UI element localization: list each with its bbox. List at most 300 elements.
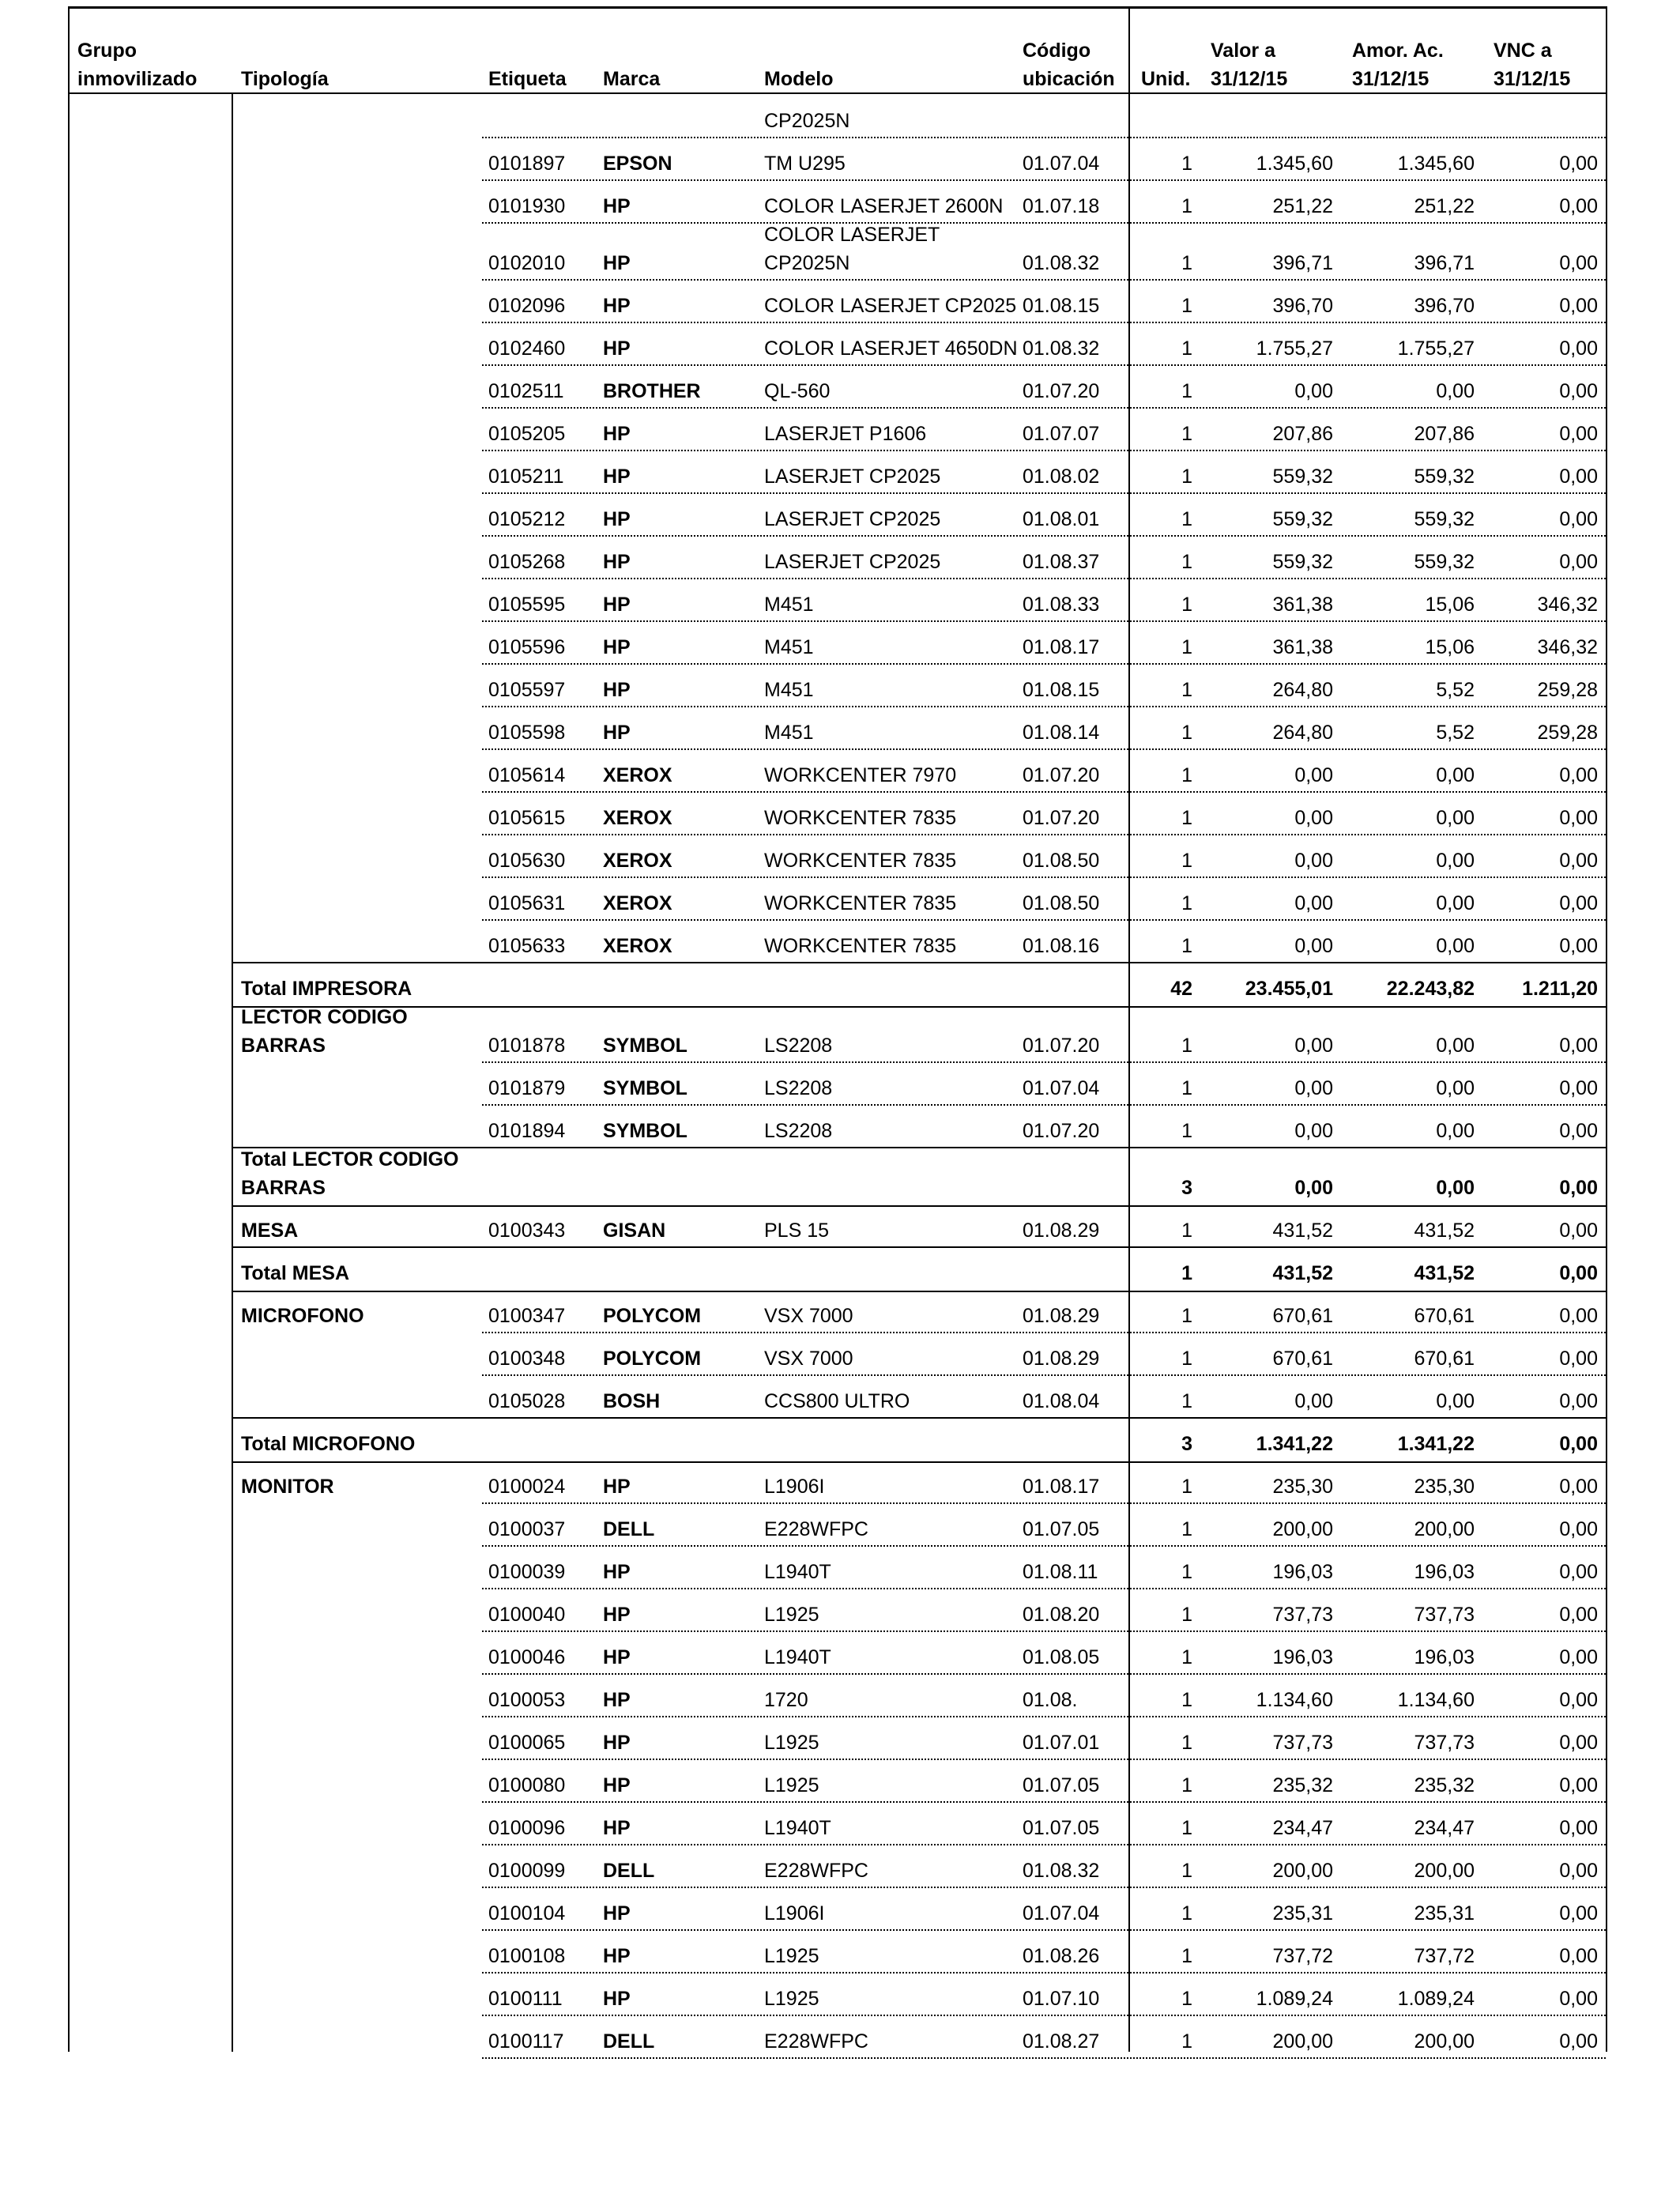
unid-cell: 1	[1181, 1077, 1192, 1099]
vnc-cell: 0,00	[1559, 1732, 1598, 1754]
etiqueta-cell: 0100348	[488, 1348, 566, 1370]
valor-cell: 200,00	[1272, 1860, 1333, 1882]
amor-cell: 559,32	[1414, 508, 1475, 530]
total-vnc: 0,00	[1559, 1262, 1598, 1284]
amor-cell: 235,32	[1414, 1774, 1475, 1796]
amor-cell: 396,71	[1414, 252, 1475, 274]
vnc-cell: 0,00	[1559, 466, 1598, 488]
valor-cell: 0,00	[1294, 1120, 1333, 1142]
codigo-cell: 01.08.17	[1023, 636, 1100, 658]
unid-cell: 1	[1181, 1518, 1192, 1540]
modelo-cell: M451	[764, 594, 814, 616]
header-codigo-line1: Código	[1023, 40, 1091, 62]
amor-cell: 0,00	[1436, 1120, 1475, 1142]
unid-cell: 1	[1181, 764, 1192, 786]
modelo-cell: COLOR LASERJET CP2025	[764, 295, 1017, 317]
etiqueta-cell: 0101878	[488, 1035, 566, 1057]
vnc-cell: 0,00	[1559, 1120, 1598, 1142]
tipologia-label: MICROFONO	[241, 1305, 364, 1327]
row-dotted-rule	[482, 137, 1606, 138]
amor-cell: 1.134,60	[1397, 1689, 1475, 1711]
marca-cell: BROTHER	[603, 380, 701, 402]
vnc-cell: 0,00	[1559, 1689, 1598, 1711]
vnc-cell: 0,00	[1559, 807, 1598, 829]
row-dotted-rule	[482, 1630, 1606, 1632]
codigo-cell: 01.08.02	[1023, 466, 1100, 488]
modelo-cell: VSX 7000	[764, 1348, 853, 1370]
etiqueta-cell: 0100099	[488, 1860, 566, 1882]
codigo-cell: 01.08.15	[1023, 295, 1100, 317]
row-dotted-rule	[482, 492, 1606, 494]
marca-cell: EPSON	[603, 153, 672, 175]
modelo-cell: L1940T	[764, 1561, 831, 1583]
tipologia-label: MESA	[241, 1220, 299, 1242]
marca-cell: HP	[603, 722, 631, 744]
amor-cell: 670,61	[1414, 1348, 1475, 1370]
frame-left	[68, 6, 70, 2052]
etiqueta-cell: 0105205	[488, 423, 566, 445]
vnc-cell: 0,00	[1559, 1988, 1598, 2010]
valor-cell: 0,00	[1294, 892, 1333, 914]
modelo-cell: E228WFPC	[764, 1518, 868, 1540]
codigo-cell: 01.07.04	[1023, 1077, 1100, 1099]
etiqueta-cell: 0100111	[488, 1988, 563, 2010]
modelo-cell: TM U295	[764, 153, 846, 175]
etiqueta-cell: 0105596	[488, 636, 566, 658]
vnc-cell: 0,00	[1559, 1561, 1598, 1583]
codigo-cell: 01.07.20	[1023, 1035, 1100, 1057]
unid-cell: 1	[1181, 1689, 1192, 1711]
vnc-cell: 0,00	[1559, 1305, 1598, 1327]
vnc-cell: 0,00	[1559, 1035, 1598, 1057]
header-codigo-line2: ubicación	[1023, 68, 1115, 90]
codigo-cell: 01.08.04	[1023, 1390, 1100, 1412]
marca-cell: HP	[603, 1689, 631, 1711]
etiqueta-cell: 0105028	[488, 1390, 566, 1412]
tipologia-label: BARRAS	[241, 1035, 326, 1057]
amor-cell: 196,03	[1414, 1561, 1475, 1583]
vnc-cell: 0,00	[1559, 1646, 1598, 1668]
modelo-cell: L1906I	[764, 1476, 825, 1498]
amor-cell: 1.755,27	[1397, 337, 1475, 360]
etiqueta-cell: 0100096	[488, 1817, 566, 1839]
total-bottom-rule	[233, 1006, 1606, 1008]
modelo-cell: LASERJET CP2025	[764, 551, 941, 573]
total-label: Total MICROFONO	[241, 1433, 416, 1455]
vnc-cell: 0,00	[1559, 551, 1598, 573]
frame-right	[1606, 6, 1607, 2052]
unid-cell: 1	[1181, 195, 1192, 217]
valor-cell: 431,52	[1272, 1220, 1333, 1242]
valor-cell: 0,00	[1294, 1035, 1333, 1057]
unid-cell: 1	[1181, 1988, 1192, 2010]
valor-cell: 200,00	[1272, 2030, 1333, 2053]
unid-cell: 1	[1181, 153, 1192, 175]
total-label: Total LECTOR CODIGO	[241, 1148, 459, 1171]
modelo-cell: M451	[764, 636, 814, 658]
row-dotted-rule	[482, 663, 1606, 665]
row-dotted-rule	[482, 1759, 1606, 1760]
marca-cell: DELL	[603, 2030, 655, 2053]
amor-cell: 207,86	[1414, 423, 1475, 445]
valor-cell: 1.345,60	[1256, 153, 1333, 175]
header-marca: Marca	[603, 68, 661, 90]
total-bottom-rule	[233, 1461, 1606, 1463]
etiqueta-cell: 0105631	[488, 892, 566, 914]
etiqueta-cell: 0100065	[488, 1732, 566, 1754]
amor-cell: 251,22	[1414, 195, 1475, 217]
vnc-cell: 0,00	[1559, 295, 1598, 317]
marca-cell: HP	[603, 1988, 631, 2010]
unid-cell: 1	[1181, 295, 1192, 317]
frame-unid	[1128, 6, 1130, 2052]
header-valor-line1: Valor a	[1211, 40, 1275, 62]
modelo-cell: PLS 15	[764, 1220, 830, 1242]
codigo-cell: 01.07.01	[1023, 1732, 1100, 1754]
unid-cell: 1	[1181, 850, 1192, 872]
etiqueta-cell: 0100117	[488, 2030, 564, 2053]
total-label: Total IMPRESORA	[241, 978, 412, 1000]
valor-cell: 670,61	[1272, 1305, 1333, 1327]
total-amor: 431,52	[1414, 1262, 1475, 1284]
valor-cell: 234,47	[1272, 1817, 1333, 1839]
unid-cell: 1	[1181, 1732, 1192, 1754]
unid-cell: 1	[1181, 1774, 1192, 1796]
modelo-cell: WORKCENTER 7970	[764, 764, 957, 786]
tipologia-label: MONITOR	[241, 1476, 334, 1498]
unid-cell: 1	[1181, 722, 1192, 744]
header-amor-line1: Amor. Ac.	[1352, 40, 1444, 62]
valor-cell: 1.089,24	[1256, 1988, 1333, 2010]
header-vnc-line1: VNC a	[1494, 40, 1552, 62]
vnc-cell: 0,00	[1559, 337, 1598, 360]
codigo-cell: 01.07.18	[1023, 195, 1100, 217]
codigo-cell: 01.08.33	[1023, 594, 1100, 616]
codigo-cell: 01.08.27	[1023, 2030, 1100, 2053]
marca-cell: XEROX	[603, 850, 672, 872]
amor-cell: 5,52	[1436, 679, 1475, 701]
modelo-cell: LS2208	[764, 1035, 833, 1057]
vnc-cell: 0,00	[1559, 935, 1598, 957]
valor-cell: 235,32	[1272, 1774, 1333, 1796]
valor-cell: 196,03	[1272, 1646, 1333, 1668]
marca-cell: HP	[603, 679, 631, 701]
vnc-cell: 0,00	[1559, 1774, 1598, 1796]
valor-cell: 559,32	[1272, 551, 1333, 573]
amor-cell: 15,06	[1425, 636, 1475, 658]
total-vnc: 1.211,20	[1522, 978, 1598, 1000]
row-dotted-rule	[482, 1929, 1606, 1931]
tipologia-label: LECTOR CODIGO	[241, 1006, 408, 1028]
etiqueta-cell: 0105595	[488, 594, 566, 616]
amor-cell: 0,00	[1436, 764, 1475, 786]
unid-cell: 1	[1181, 1348, 1192, 1370]
codigo-cell: 01.08.16	[1023, 935, 1100, 957]
marca-cell: HP	[603, 594, 631, 616]
etiqueta-cell: 0101897	[488, 153, 566, 175]
total-label: BARRAS	[241, 1177, 326, 1199]
amor-cell: 1.089,24	[1397, 1988, 1475, 2010]
modelo-cell: VSX 7000	[764, 1305, 853, 1327]
valor-cell: 207,86	[1272, 423, 1333, 445]
etiqueta-cell: 0100347	[488, 1305, 566, 1327]
unid-cell: 1	[1181, 1945, 1192, 1967]
total-valor: 23.455,01	[1245, 978, 1333, 1000]
etiqueta-cell: 0105212	[488, 508, 566, 530]
etiqueta-cell: 0100104	[488, 1902, 566, 1924]
unid-cell: 1	[1181, 423, 1192, 445]
codigo-cell: 01.07.10	[1023, 1988, 1100, 2010]
amor-cell: 0,00	[1436, 380, 1475, 402]
total-unid: 42	[1170, 978, 1192, 1000]
vnc-cell: 0,00	[1559, 423, 1598, 445]
codigo-cell: 01.08.26	[1023, 1945, 1100, 1967]
header-vnc-line2: 31/12/15	[1494, 68, 1571, 90]
unid-cell: 1	[1181, 1305, 1192, 1327]
marca-cell: HP	[603, 1817, 631, 1839]
codigo-cell: 01.08.14	[1023, 722, 1100, 744]
marca-cell: DELL	[603, 1518, 655, 1540]
valor-cell: 264,80	[1272, 679, 1333, 701]
marca-cell: HP	[603, 1774, 631, 1796]
marca-cell: HP	[603, 1945, 631, 1967]
etiqueta-cell: 0102460	[488, 337, 566, 360]
total-vnc: 0,00	[1559, 1177, 1598, 1199]
header-etiqueta: Etiqueta	[488, 68, 567, 90]
codigo-cell: 01.07.04	[1023, 1902, 1100, 1924]
top-rule	[68, 6, 1607, 9]
unid-cell: 1	[1181, 1604, 1192, 1626]
modelo-cell: LASERJET CP2025	[764, 508, 941, 530]
row-dotted-rule	[482, 322, 1606, 323]
valor-cell: 737,72	[1272, 1945, 1333, 1967]
marca-cell: HP	[603, 252, 631, 274]
etiqueta-cell: 0100046	[488, 1646, 566, 1668]
marca-cell: DELL	[603, 1860, 655, 1882]
modelo-cell: L1925	[764, 1774, 819, 1796]
total-amor: 22.243,82	[1386, 978, 1475, 1000]
modelo-cell: M451	[764, 722, 814, 744]
vnc-cell: 0,00	[1559, 1476, 1598, 1498]
valor-cell: 1.755,27	[1256, 337, 1333, 360]
etiqueta-cell: 0105633	[488, 935, 566, 957]
modelo-cell: L1906I	[764, 1902, 825, 1924]
marca-cell: SYMBOL	[603, 1120, 687, 1142]
vnc-cell: 0,00	[1559, 2030, 1598, 2053]
amor-cell: 5,52	[1436, 722, 1475, 744]
modelo-cell: CP2025N	[764, 252, 850, 274]
modelo-cell: L1925	[764, 1988, 819, 2010]
etiqueta-cell: 0100037	[488, 1518, 566, 1540]
unid-cell: 1	[1181, 679, 1192, 701]
etiqueta-cell: 0105598	[488, 722, 566, 744]
row-dotted-rule	[482, 706, 1606, 707]
amor-cell: 559,32	[1414, 466, 1475, 488]
valor-cell: 670,61	[1272, 1348, 1333, 1370]
vnc-cell: 0,00	[1559, 380, 1598, 402]
row-dotted-rule	[482, 1716, 1606, 1717]
codigo-cell: 01.08.15	[1023, 679, 1100, 701]
vnc-cell: 346,32	[1537, 594, 1598, 616]
amor-cell: 670,61	[1414, 1305, 1475, 1327]
amor-cell: 235,31	[1414, 1902, 1475, 1924]
valor-cell: 361,38	[1272, 594, 1333, 616]
vnc-cell: 0,00	[1559, 1348, 1598, 1370]
marca-cell: HP	[603, 1646, 631, 1668]
valor-cell: 0,00	[1294, 1390, 1333, 1412]
modelo-cell: QL-560	[764, 380, 831, 402]
row-dotted-rule	[482, 179, 1606, 181]
header-modelo: Modelo	[764, 68, 834, 90]
marca-cell: HP	[603, 295, 631, 317]
amor-cell: 234,47	[1414, 1817, 1475, 1839]
marca-cell: SYMBOL	[603, 1035, 687, 1057]
unid-cell: 1	[1181, 2030, 1192, 2053]
amor-cell: 0,00	[1436, 1077, 1475, 1099]
modelo-cell: L1925	[764, 1604, 819, 1626]
valor-cell: 0,00	[1294, 1077, 1333, 1099]
amor-cell: 0,00	[1436, 1390, 1475, 1412]
vnc-cell: 0,00	[1559, 1518, 1598, 1540]
amor-cell: 200,00	[1414, 1518, 1475, 1540]
codigo-cell: 01.07.05	[1023, 1518, 1100, 1540]
marca-cell: SYMBOL	[603, 1077, 687, 1099]
modelo-cell: WORKCENTER 7835	[764, 807, 957, 829]
frame-tipologia	[232, 94, 233, 2052]
etiqueta-cell: 0100039	[488, 1561, 566, 1583]
header-unid: Unid.	[1141, 68, 1191, 90]
modelo-cell: LASERJET P1606	[764, 423, 927, 445]
valor-cell: 396,70	[1272, 295, 1333, 317]
row-dotted-rule	[482, 1588, 1606, 1589]
modelo-cell: E228WFPC	[764, 2030, 868, 2053]
marca-cell: HP	[603, 551, 631, 573]
amor-cell: 0,00	[1436, 1035, 1475, 1057]
vnc-cell: 0,00	[1559, 153, 1598, 175]
etiqueta-cell: 0105597	[488, 679, 566, 701]
row-dotted-rule	[482, 1104, 1606, 1106]
vnc-cell: 0,00	[1559, 508, 1598, 530]
amor-cell: 737,73	[1414, 1732, 1475, 1754]
marca-cell: XEROX	[603, 807, 672, 829]
total-valor: 0,00	[1294, 1177, 1333, 1199]
marca-cell: XEROX	[603, 764, 672, 786]
unid-cell: 1	[1181, 1646, 1192, 1668]
etiqueta-cell: 0105630	[488, 850, 566, 872]
row-dotted-rule	[482, 535, 1606, 537]
total-top-rule	[233, 1246, 1606, 1248]
vnc-cell: 259,28	[1537, 679, 1598, 701]
codigo-cell: 01.08.32	[1023, 337, 1100, 360]
total-bottom-rule	[233, 1205, 1606, 1207]
unid-cell: 1	[1181, 1220, 1192, 1242]
unid-cell: 1	[1181, 1390, 1192, 1412]
total-unid: 3	[1181, 1177, 1192, 1199]
marca-cell: HP	[603, 636, 631, 658]
codigo-cell: 01.08.29	[1023, 1220, 1100, 1242]
codigo-cell: 01.07.07	[1023, 423, 1100, 445]
codigo-cell: 01.08.01	[1023, 508, 1100, 530]
valor-cell: 0,00	[1294, 764, 1333, 786]
modelo-cell: CCS800 ULTRO	[764, 1390, 910, 1412]
vnc-cell: 0,00	[1559, 1902, 1598, 1924]
modelo-cell: LS2208	[764, 1120, 833, 1142]
modelo-cell: L1940T	[764, 1817, 831, 1839]
modelo-cell: LASERJET CP2025	[764, 466, 941, 488]
etiqueta-cell: 0100343	[488, 1220, 566, 1242]
valor-cell: 1.134,60	[1256, 1689, 1333, 1711]
etiqueta-cell: 0105614	[488, 764, 566, 786]
modelo-cell: CP2025N	[764, 110, 850, 132]
marca-cell: HP	[603, 508, 631, 530]
unid-cell: 1	[1181, 1817, 1192, 1839]
row-dotted-rule	[482, 450, 1606, 451]
codigo-cell: 01.08.	[1023, 1689, 1078, 1711]
etiqueta-cell: 0102096	[488, 295, 566, 317]
row-dotted-rule	[482, 364, 1606, 366]
codigo-cell: 01.07.20	[1023, 380, 1100, 402]
valor-cell: 396,71	[1272, 252, 1333, 274]
row-dotted-rule	[482, 1801, 1606, 1803]
row-dotted-rule	[482, 1972, 1606, 1973]
vnc-cell: 0,00	[1559, 252, 1598, 274]
header-bottom-rule	[68, 92, 1607, 94]
unid-cell: 1	[1181, 636, 1192, 658]
unid-cell: 1	[1181, 252, 1192, 274]
amor-cell: 235,30	[1414, 1476, 1475, 1498]
row-dotted-rule	[482, 279, 1606, 281]
etiqueta-cell: 0105268	[488, 551, 566, 573]
row-dotted-rule	[482, 1844, 1606, 1845]
marca-cell: HP	[603, 423, 631, 445]
etiqueta-cell: 0105211	[488, 466, 564, 488]
marca-cell: GISAN	[603, 1220, 666, 1242]
modelo-cell: WORKCENTER 7835	[764, 850, 957, 872]
row-dotted-rule	[482, 834, 1606, 835]
modelo-cell: COLOR LASERJET 4650DN	[764, 337, 1018, 360]
vnc-cell: 0,00	[1559, 1945, 1598, 1967]
modelo-cell: 1720	[764, 1689, 808, 1711]
modelo-cell: M451	[764, 679, 814, 701]
marca-cell: HP	[603, 1732, 631, 1754]
valor-cell: 737,73	[1272, 1604, 1333, 1626]
etiqueta-cell: 0100053	[488, 1689, 566, 1711]
amor-cell: 431,52	[1414, 1220, 1475, 1242]
row-dotted-rule	[482, 1332, 1606, 1333]
marca-cell: HP	[603, 1604, 631, 1626]
unid-cell: 1	[1181, 892, 1192, 914]
vnc-cell: 0,00	[1559, 195, 1598, 217]
codigo-cell: 01.07.20	[1023, 764, 1100, 786]
header-tipologia: Tipología	[241, 68, 329, 90]
vnc-cell: 0,00	[1559, 764, 1598, 786]
modelo-cell: WORKCENTER 7835	[764, 892, 957, 914]
row-dotted-rule	[482, 919, 1606, 921]
unid-cell: 1	[1181, 1476, 1192, 1498]
marca-cell: HP	[603, 1902, 631, 1924]
unid-cell: 1	[1181, 807, 1192, 829]
row-dotted-rule	[482, 222, 1606, 224]
vnc-cell: 0,00	[1559, 1220, 1598, 1242]
marca-cell: XEROX	[603, 892, 672, 914]
total-valor: 1.341,22	[1256, 1433, 1333, 1455]
amor-cell: 737,72	[1414, 1945, 1475, 1967]
modelo-cell: WORKCENTER 7835	[764, 935, 957, 957]
unid-cell: 1	[1181, 1561, 1192, 1583]
codigo-cell: 01.07.20	[1023, 807, 1100, 829]
codigo-cell: 01.07.20	[1023, 1120, 1100, 1142]
total-label: Total MESA	[241, 1262, 350, 1284]
